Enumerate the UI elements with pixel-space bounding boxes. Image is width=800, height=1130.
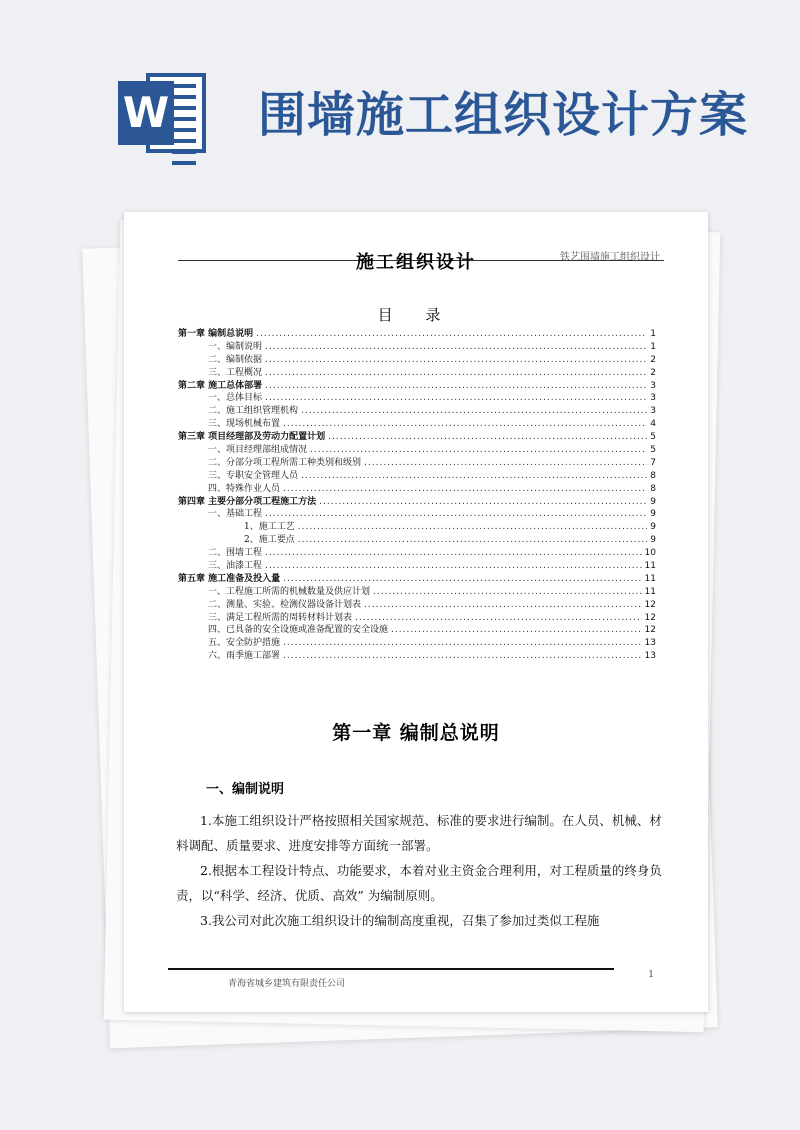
toc-page-number: 1 bbox=[650, 329, 656, 339]
paragraph: 1.本施工组织设计严格按照相关国家规范、标准的要求进行编制。在人员、机械、材料调配、质量要求、进度安排等方面统一部署。 bbox=[176, 813, 662, 853]
toc-entry-row[interactable] bbox=[178, 624, 656, 637]
toc-page-number: 5 bbox=[650, 432, 656, 443]
toc-page-number: 10 bbox=[644, 548, 656, 559]
toc-chapter-row[interactable] bbox=[178, 496, 656, 509]
toc-heading: 目 录 bbox=[377, 306, 455, 324]
toc-leader-dots bbox=[283, 573, 641, 586]
toc-entry-title: 六、雨季施工部署 bbox=[208, 651, 281, 662]
toc-entry-title: 五、安全防护措施 bbox=[208, 638, 281, 649]
toc-entry-title: 第四章 主要分部分项工程施工方法 bbox=[178, 496, 317, 507]
toc-leader-dots bbox=[301, 405, 647, 418]
toc-leader-dots bbox=[328, 431, 647, 444]
toc-leader-dots bbox=[265, 367, 647, 380]
toc-page-number: 3 bbox=[650, 380, 656, 391]
toc-entry-title: 一、总体目标 bbox=[208, 393, 263, 404]
toc-leader-dots bbox=[319, 496, 647, 509]
toc-entry-row[interactable] bbox=[178, 367, 656, 380]
toc-leader-dots bbox=[283, 650, 642, 663]
toc-leader-dots bbox=[265, 508, 647, 521]
toc-entry-title: 2、施工要点 bbox=[244, 535, 295, 546]
toc-entry-title: 二、围墙工程 bbox=[208, 548, 263, 559]
word-letter: W bbox=[118, 81, 174, 145]
toc-entry-title: 四、特殊作业人员 bbox=[208, 483, 281, 494]
toc-page-number: 1 bbox=[650, 341, 656, 352]
toc-entry-title: 一、基础工程 bbox=[208, 509, 263, 520]
toc-leader-dots bbox=[265, 547, 642, 560]
toc-entry-title: 1、施工工艺 bbox=[244, 522, 295, 533]
toc-leader-dots bbox=[373, 586, 642, 599]
toc-entry-title: 三、满足工程所需的周转材料计划表 bbox=[208, 612, 353, 623]
toc-entry-row[interactable] bbox=[178, 612, 656, 625]
toc-entry-title: 三、油漆工程 bbox=[208, 561, 263, 572]
toc-page-number: 11 bbox=[644, 573, 656, 584]
toc-entry-row[interactable] bbox=[178, 508, 656, 521]
toc-entry-title: 二、编制依据 bbox=[208, 354, 263, 365]
toc-entry-title: 第一章 编制总说明 bbox=[178, 329, 254, 339]
toc-entry-row[interactable] bbox=[178, 586, 656, 599]
toc-entry-title: 三、工程概况 bbox=[208, 367, 263, 378]
toc-entry-row[interactable] bbox=[178, 650, 656, 663]
toc-entry-row[interactable] bbox=[178, 483, 656, 496]
toc-entry-title: 二、施工组织管理机构 bbox=[208, 406, 299, 417]
toc-entry-row[interactable] bbox=[178, 534, 656, 547]
toc-entry-title: 第二章 施工总体部署 bbox=[178, 380, 263, 391]
toc-entry-title: 三、现场机械布置 bbox=[208, 419, 281, 430]
toc-page-number: 11 bbox=[644, 586, 656, 597]
toc-chapter-row[interactable] bbox=[178, 328, 656, 341]
toc-page-number: 2 bbox=[650, 367, 656, 378]
toc-page-number: 4 bbox=[650, 419, 656, 430]
toc-page-number: 9 bbox=[650, 509, 656, 520]
toc-leader-dots bbox=[265, 560, 642, 573]
toc-entry-title: 二、测量、实验、检测仪器设备计划表 bbox=[208, 599, 362, 610]
toc-entry-row[interactable] bbox=[178, 392, 656, 405]
toc-entry-row[interactable] bbox=[178, 637, 656, 650]
toc-leader-dots bbox=[301, 470, 647, 483]
toc-entry-title: 二、分部分项工程所需工种类别和级别 bbox=[208, 457, 362, 468]
paragraph: 3.我公司对此次施工组织设计的编制高度重视，召集了参加过类似工程施 bbox=[200, 913, 600, 928]
toc-page-number: 13 bbox=[644, 638, 656, 649]
toc-leader-dots bbox=[283, 418, 647, 431]
toc-page-number: 5 bbox=[650, 445, 656, 456]
toc-page-number: 8 bbox=[650, 483, 656, 494]
toc-leader-dots bbox=[265, 392, 647, 405]
toc-entry-row[interactable] bbox=[178, 560, 656, 573]
toc-entry-row[interactable] bbox=[178, 341, 656, 354]
toc-entry-row[interactable] bbox=[178, 354, 656, 367]
toc-entry-row[interactable] bbox=[178, 444, 656, 457]
toc-page-number: 9 bbox=[650, 522, 656, 533]
word-document-icon bbox=[118, 67, 210, 159]
toc-chapter-row[interactable] bbox=[178, 573, 656, 586]
page-number: 1 bbox=[648, 970, 654, 980]
toc-entry-row[interactable] bbox=[178, 405, 656, 418]
toc-page-number: 12 bbox=[644, 625, 656, 636]
chapter-title: 第一章 编制总说明 bbox=[332, 722, 500, 744]
toc-page-number: 12 bbox=[644, 599, 656, 610]
toc-page-number: 12 bbox=[644, 612, 656, 623]
toc-leader-dots bbox=[265, 354, 647, 367]
toc-entry-title: 一、工程施工所需的机械数量及供应计划 bbox=[208, 586, 371, 597]
document-title: 施工组织设计 bbox=[356, 252, 476, 273]
page-header-text: 铁艺围墙施工组织设计 bbox=[560, 252, 660, 263]
toc-leader-dots bbox=[391, 624, 642, 637]
toc-page-number: 3 bbox=[650, 393, 656, 404]
toc-page-number: 13 bbox=[644, 651, 656, 662]
toc-leader-dots bbox=[283, 637, 642, 650]
toc-leader-dots bbox=[265, 380, 647, 393]
paragraph: 2.根据本工程设计特点、功能要求，本着对业主资金合理利用，对工程质量的终身负责，以“科学、经济、优质、高效” 为编制原则。 bbox=[176, 863, 662, 903]
toc-leader-dots bbox=[364, 457, 647, 470]
toc-entry-title: 第三章 项目经理部及劳动力配置计划 bbox=[178, 432, 326, 443]
toc-entry-title: 四、已具备的安全设施或准备配置的安全设施 bbox=[208, 625, 389, 636]
toc-chapter-row[interactable] bbox=[178, 431, 656, 444]
toc-leader-dots bbox=[355, 612, 642, 625]
toc-entry-row[interactable] bbox=[178, 457, 656, 470]
toc-leader-dots bbox=[310, 444, 647, 457]
toc-entry-title: 第五章 施工准备及投入量 bbox=[178, 573, 281, 584]
section-title: 一、编制说明 bbox=[206, 782, 285, 797]
toc-page-number: 9 bbox=[650, 496, 656, 507]
toc-entry-row[interactable] bbox=[178, 547, 656, 560]
document-page bbox=[124, 212, 708, 1012]
toc-page-number: 11 bbox=[644, 561, 656, 572]
toc-entry-row[interactable] bbox=[178, 521, 656, 534]
toc-leader-dots bbox=[298, 521, 648, 534]
toc-page-number: 2 bbox=[650, 354, 656, 365]
toc-entry-title: 一、项目经理部组成情况 bbox=[208, 445, 308, 456]
toc-leader-dots bbox=[256, 328, 647, 341]
table-of-contents bbox=[178, 328, 656, 663]
toc-page-number: 9 bbox=[650, 535, 656, 546]
toc-entry-title: 三、专职安全管理人员 bbox=[208, 470, 299, 481]
toc-leader-dots bbox=[265, 341, 647, 354]
toc-entry-row[interactable] bbox=[178, 470, 656, 483]
toc-page-number: 7 bbox=[650, 457, 656, 468]
footer-rule bbox=[168, 968, 614, 970]
toc-leader-dots bbox=[298, 534, 648, 547]
banner-title: 围墙施工组织设计方案 bbox=[258, 87, 749, 143]
toc-page-number: 3 bbox=[650, 406, 656, 417]
toc-chapter-row[interactable] bbox=[178, 380, 656, 393]
toc-entry-title: 一、编制说明 bbox=[208, 341, 263, 352]
footer-company: 青海省城乡建筑有限责任公司 bbox=[228, 979, 346, 989]
toc-page-number: 8 bbox=[650, 470, 656, 481]
toc-entry-row[interactable] bbox=[178, 599, 656, 612]
toc-leader-dots bbox=[283, 483, 647, 496]
toc-entry-row[interactable] bbox=[178, 418, 656, 431]
toc-leader-dots bbox=[364, 599, 642, 612]
